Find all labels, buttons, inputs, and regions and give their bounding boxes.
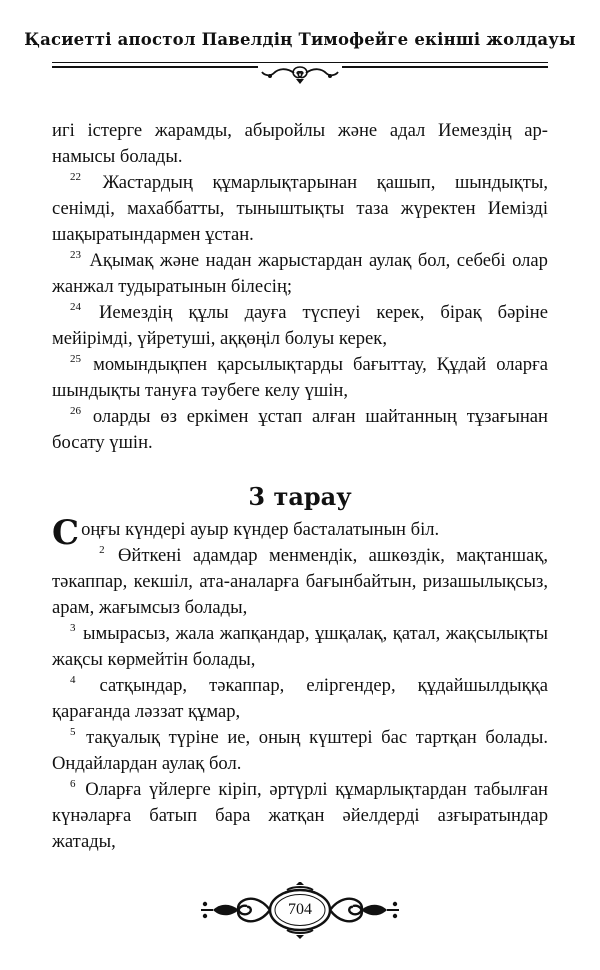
verse-4: $^4$ сатқындар, тәкаппар, еліргендер, құдайшылдыққа қарағанда ләззат құмар,	[52, 674, 548, 722]
section-before-chapter	[52, 118, 548, 456]
verse-3: $^3$ ымырасыз, жала жапқандар, ұшқалақ, қатал, жақсылықты жақсы көрмейтін болады,	[52, 622, 548, 670]
verse-continuation: игі істерге жарамды, абыройлы және адал Иемездің ар-намысы болады.	[52, 120, 548, 167]
verse-1: Соңғы күндері ауыр күндер басталатынын біл.	[52, 513, 440, 553]
header-ornament-icon	[258, 63, 342, 85]
verse-25: $^{25}$ момындықпен қарсылықтарды бағыттау, Құдай оларға шындықты тануға тәубеге келу үшін,	[52, 353, 548, 401]
verse-6: $^6$ Оларға үйлерге кіріп, әртүрлі құмарлықтардан табылған күнәларға батып бара жатқан әйелдерді азғыратындар жатады,	[52, 778, 548, 852]
verse-number: 6	[70, 778, 76, 790]
drop-cap: С	[52, 513, 80, 553]
verse-number: 24	[70, 301, 81, 313]
verse-number: 22	[70, 171, 81, 183]
verse-22: $^{22}$ Жастардың құмарлықтарынан қашып, шындықты, сенімді, махаббатты, тыныштықты таза жүректен Иемізді шақыратындармен ұстан.	[52, 171, 549, 245]
verse-number: 5	[70, 726, 76, 738]
verse-number: 26	[70, 405, 81, 417]
running-header-title: Қасиетті апостол Павелдің Тимофейге екінші жолдауы	[24, 30, 576, 49]
verse-number: 4	[70, 674, 76, 686]
chapter-3-body	[52, 513, 549, 855]
page-number: 704	[288, 901, 312, 918]
verse-23: $^{23}$ Ақымақ және надан жарыстардан аулақ бол, себебі олар жанжал тудыратынын білесің;	[52, 249, 548, 297]
verse-26: $^{26}$ оларды өз еркімен ұстап алған шайтанның тұзағынан босату үшін.	[52, 405, 548, 453]
verse-2: $^2$ Өйткені адамдар менмендік, ашкөздік, мақтаншақ, тәкаппар, кекшіл, ата-аналарға бағынбайтын, ризашылықсыз, арам, жағымсыз болады,	[52, 544, 549, 618]
verse-5: $^5$ тақуалық түріне ие, оның күштері бас тартқан болады. Ондайлардан аулақ бол.	[52, 726, 548, 774]
page-footer	[195, 882, 405, 942]
verse-number: 3	[70, 622, 76, 634]
verse-number: 23	[70, 249, 81, 261]
verse-number: 2	[99, 544, 105, 556]
chapter-heading: 3 тарау	[248, 482, 352, 511]
verse-number: 25	[70, 353, 81, 365]
verse-24: $^{24}$ Иемездің құлы дауға түспеуі керек, бірақ бәріне мейірімді, үйретуші, аққөңіл болуы керек,	[52, 301, 548, 349]
